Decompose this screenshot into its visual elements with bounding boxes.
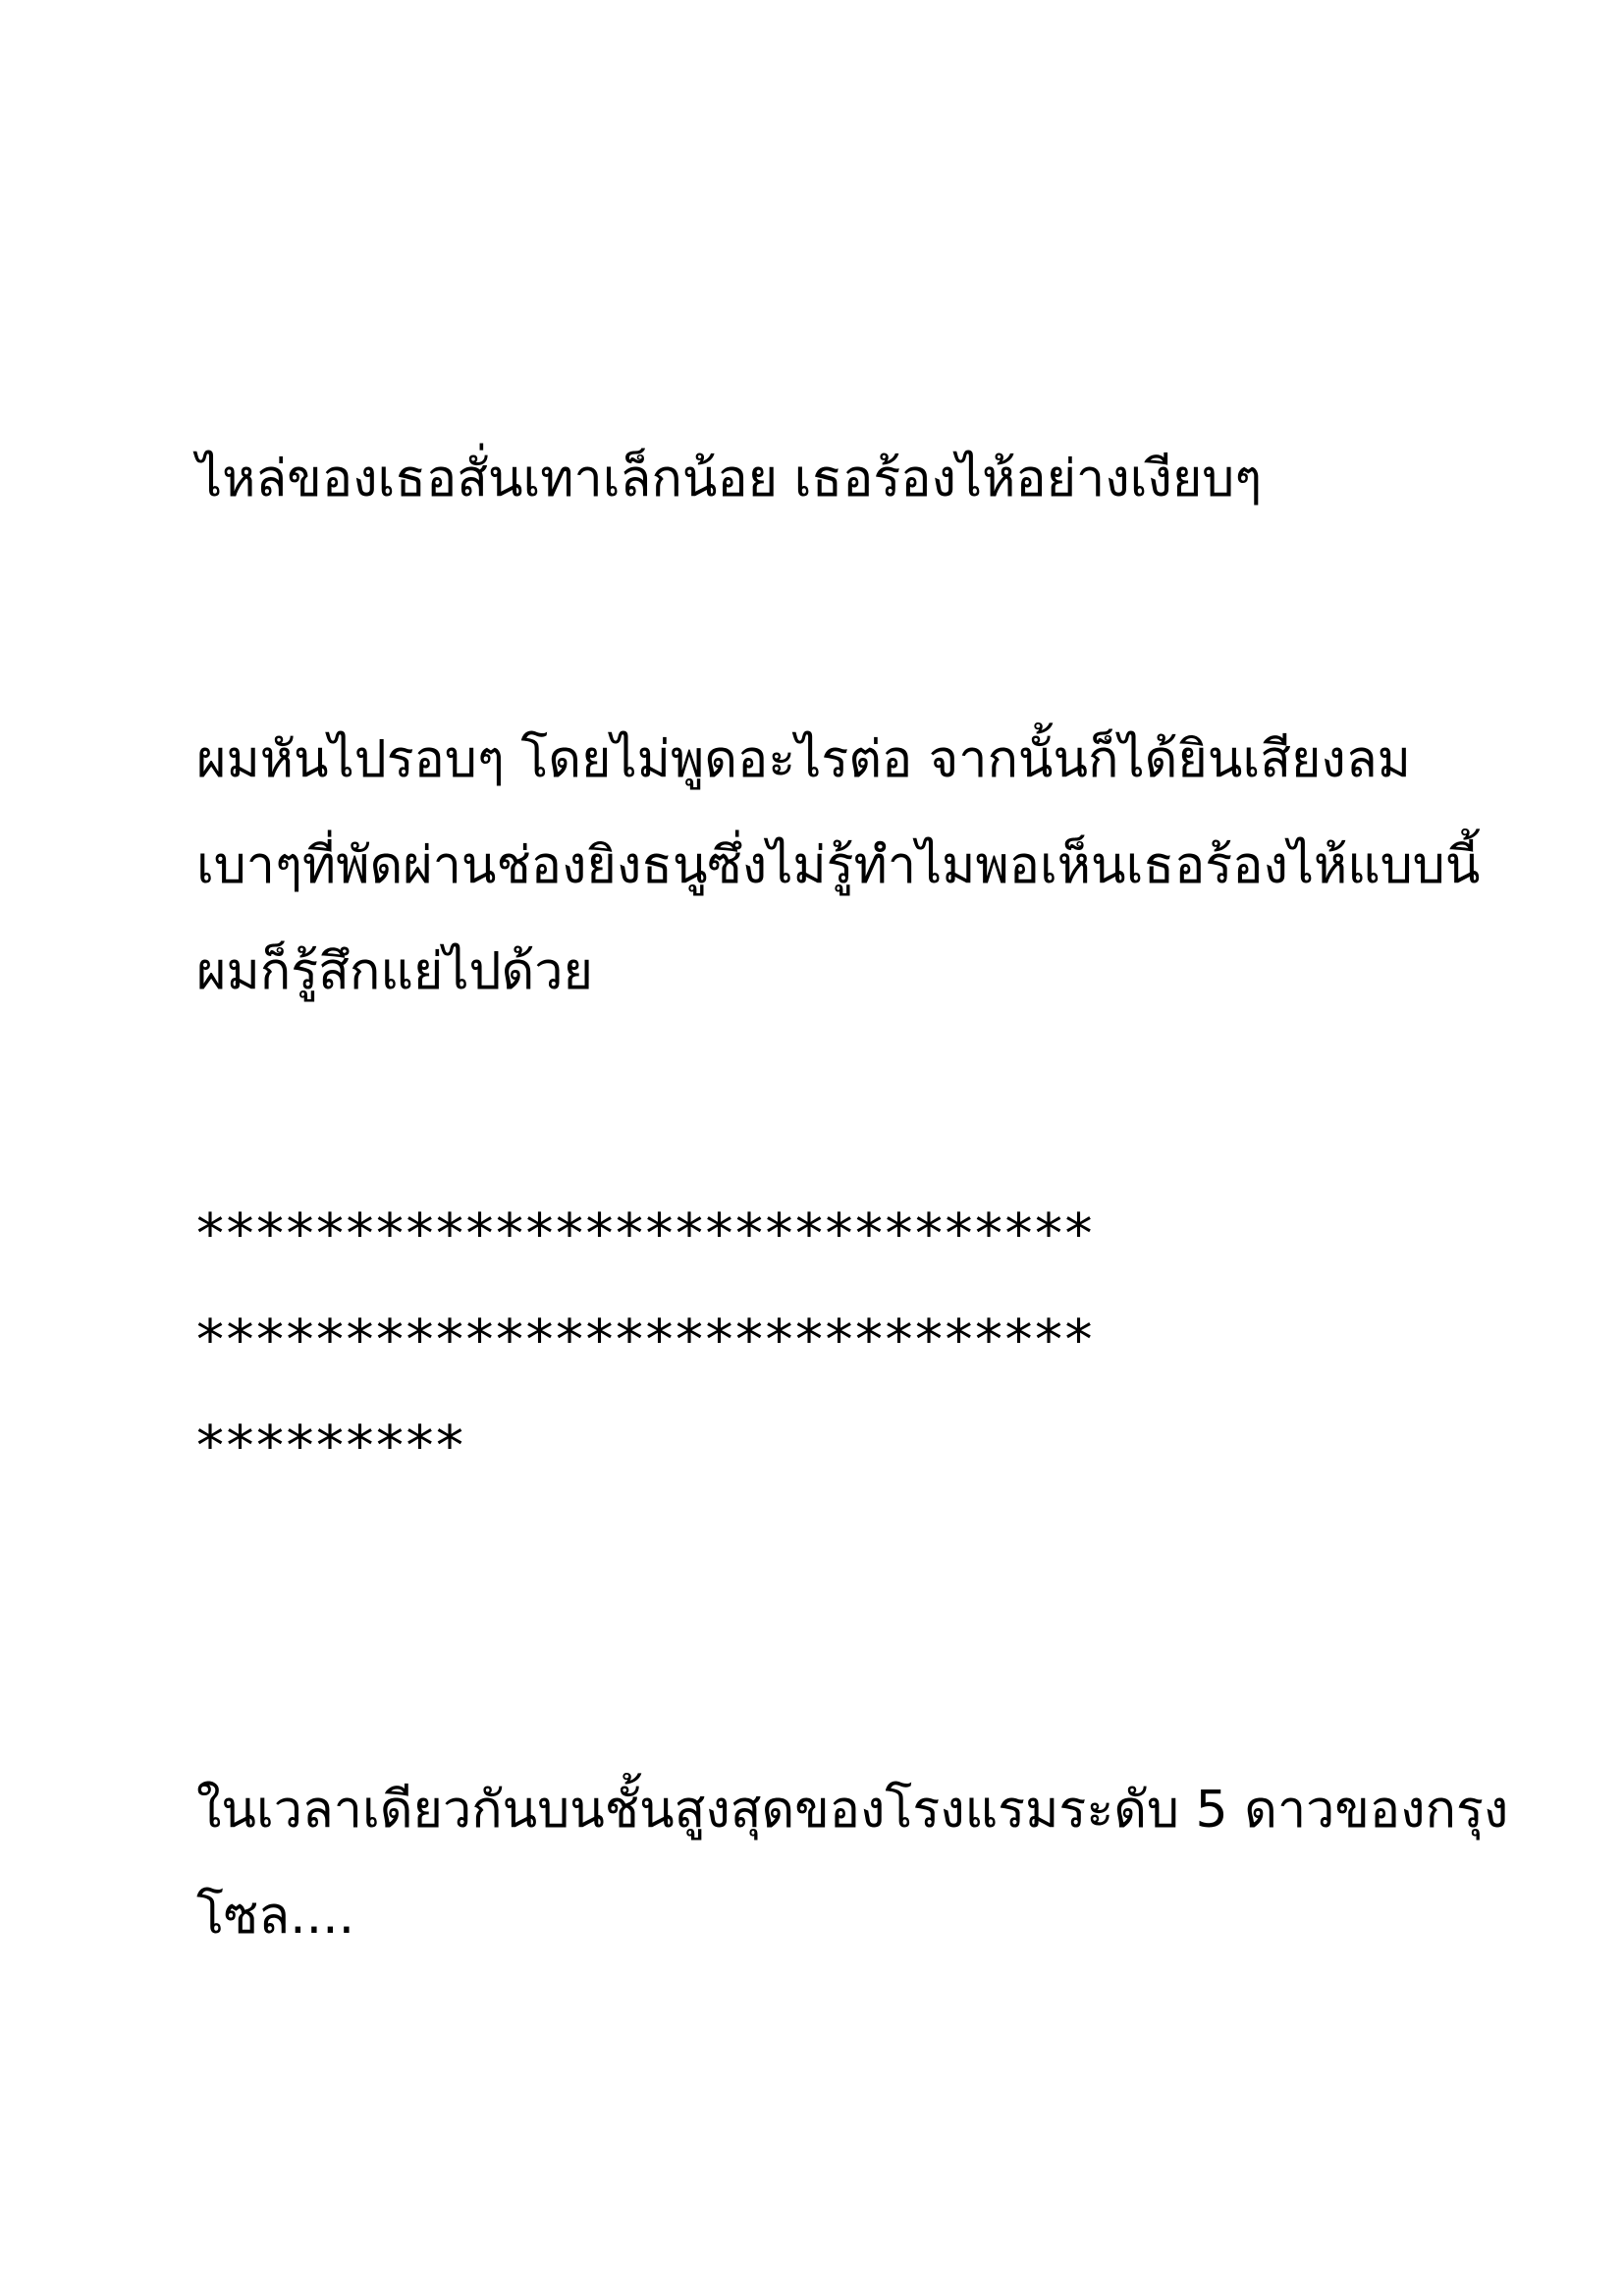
text-line: โซล....: [196, 1887, 355, 1946]
separator-line: *********: [196, 1415, 466, 1478]
text-line: ไหล่ของเธอสั่นเทาเล็กน้อย เธอร้องไห้อย่างเงียบๆ: [196, 450, 1263, 508]
text-line: ผมก็รู้สึกแย่ไปด้วย: [196, 942, 593, 1001]
separator-line: ******************************: [196, 1308, 1095, 1372]
text-line: ผมหันไปรอบๆ โดยไม่พูดอะไรต่อ จากนั้นก็ได้ยินเสียงลม: [196, 730, 1411, 789]
text-line: เบาๆที่พัดผ่านช่องยิงธนูซึ่งไม่รู้ทำไมพอเห็นเธอร้องไห้แบบนี้: [196, 836, 1481, 895]
separator-line: ******************************: [196, 1202, 1095, 1266]
text-line: ในเวลาเดียวกันบนชั้นสูงสุดของโรงแรมระดับ 5 ดาวของกรุง: [196, 1781, 1509, 1840]
